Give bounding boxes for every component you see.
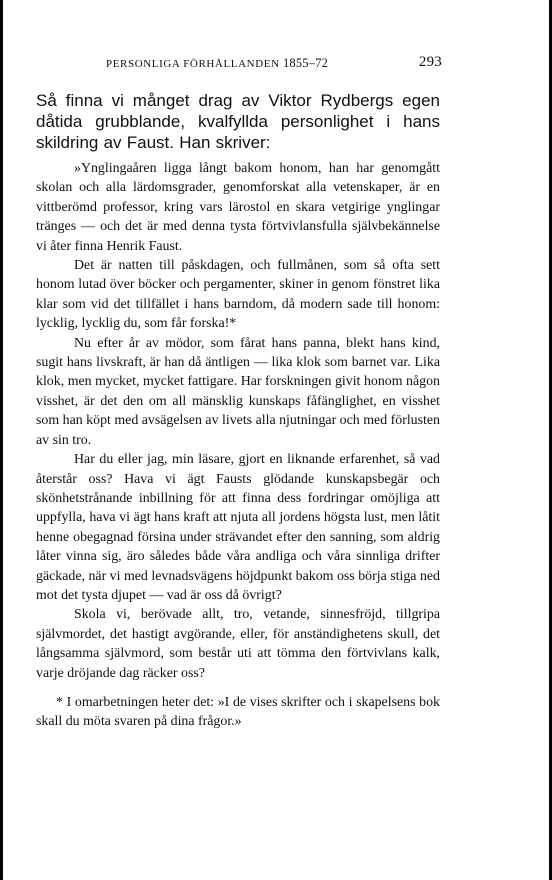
paragraph-2: Det är natten till påskdagen, och fullmånen, som så ofta sett honom lutad över böcker och pergamenter, skiner in genom fönstret lika klar som vid det tillfället i hans barndom, då modern sade till honom: lycklig, lycklig du, som får forska!* — [36, 258, 440, 332]
paragraph-4: Har du eller jag, min läsare, gjort en liknande erfarenhet, så vad återstår oss? Hava vi ägt Fausts glödande kunskapsbegär och skönhetstrånande inbillning för att finna dess fordringar omöjliga att uppfylla, hava vi ägt hans kraft att njuta all jordens högsta lust, men låtit henne obegagnad försina under strävandet efter den sanning, som aldrig låter vinna sig, äro således både våra andliga och våra sinnliga drifter gäckade, när vi med levnadsvägens höjdpunkt bakom oss börja stiga ned mot det tysta djupet — vad är oss då övrigt? — [36, 452, 440, 603]
page-number: 293 — [418, 54, 442, 70]
quoted-passage — [36, 159, 440, 683]
footnote — [36, 693, 440, 732]
running-head-text: PERSONLIGA FÖRHÅLLANDEN — [106, 58, 280, 70]
running-head — [36, 52, 440, 76]
intro-paragraph: Så finna vi månget drag av Viktor Rydbergs egen dåtida grubblande, kvalfyllda personlighet i hans skildring av Faust. Han skriver: — [36, 91, 440, 152]
footnote-text: * I omarbetningen heter det: »I de vises skrifter och i skapelsens bok skall du möta svaren på dina frågor.» — [36, 694, 440, 730]
running-head-title — [106, 56, 328, 71]
book-page — [36, 52, 440, 732]
left-page-edge — [0, 0, 3, 880]
paragraph-5: Skola vi, berövade allt, tro, vetande, sinnesfröjd, tillgripa självmordet, det hastigt avgörande, eller, för anständighetens skull, det långsamma självmord, som består uti att tömma den förtvivlans kalk, varje dröjande dag räcker oss? — [36, 607, 440, 681]
paragraph-3: Nu efter år av mödor, som fårat hans panna, blekt hans kind, sugit hans livskraft, är han då äntligen — lika klok som barnet var. Lika klok, men mycket, mycket fattigare. Har forskningen givit honom någon visshet, är det den om all mänsklig kunskaps fåfänglighet, en visshet som han köpt med avsägelsen av livets alla njutningar och med förlusten av sin tro. — [36, 335, 440, 448]
paragraph-1: »Ynglingaåren ligga långt bakom honom, han har genomgått skolan och alla lärdomsgrader, genomforskat alla vetenskaper, är en vittberömd professor, kring vars lärostol en skara vetgirige ynglingar tränges — och det är med denna tysta förtvivlansfulla självbekännelse vi åter finna Henrik Faust. — [36, 161, 440, 254]
running-head-years: 1855–72 — [282, 56, 329, 70]
